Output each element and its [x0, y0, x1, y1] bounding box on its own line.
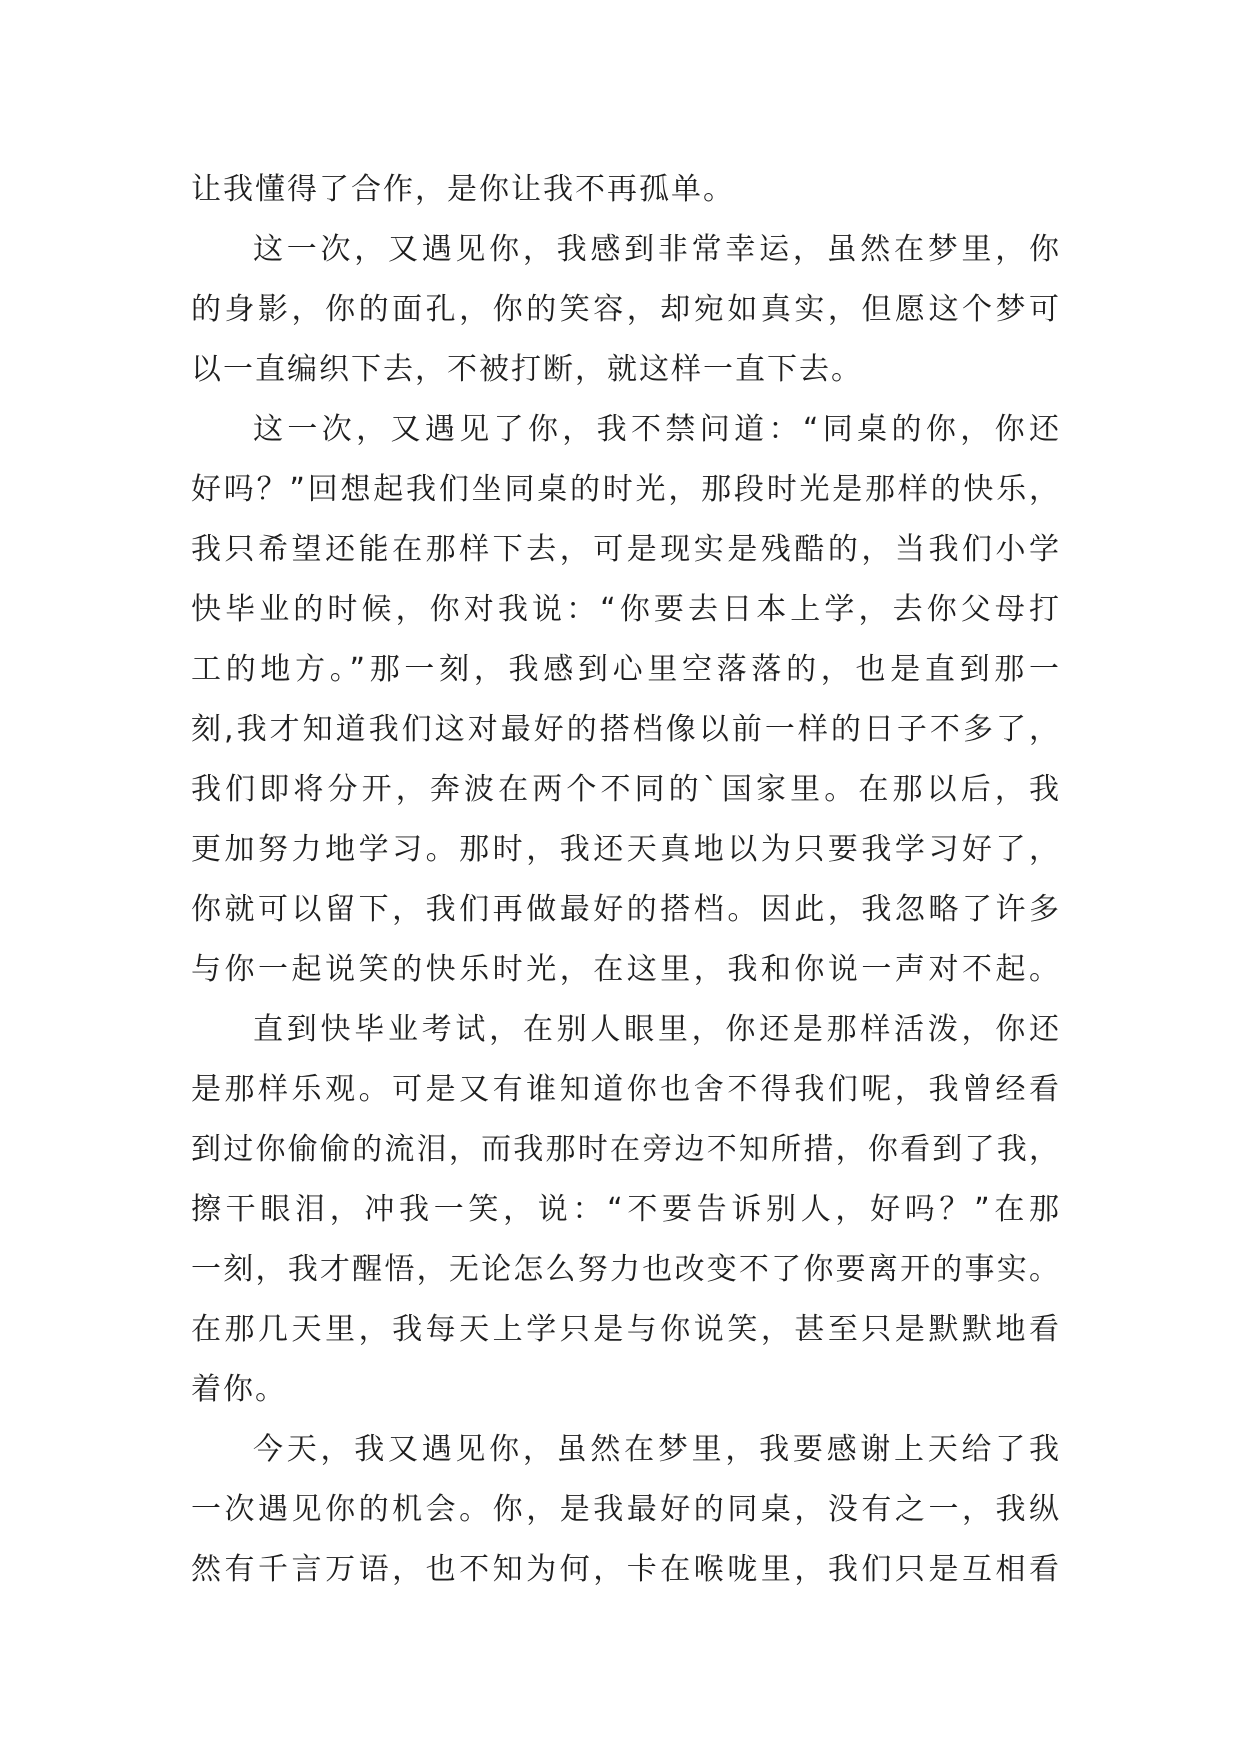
text-line: 在那几天里，我每天上学只是与你说笑，甚至只是默默地看: [191, 1312, 1061, 1347]
text-line: 着你。: [191, 1372, 287, 1407]
text-line: 然有千言万语，也不知为何，卡在喉咙里，我们只是互相看: [191, 1552, 1061, 1587]
text-line: 一次遇见你的机会。你，是我最好的同桌，没有之一，我纵: [191, 1492, 1061, 1527]
text-line: 一刻，我才醒悟，无论怎么努力也改变不了你要离开的事实。: [191, 1252, 1061, 1287]
text-line: 工的地方。”那一刻，我感到心里空落落的，也是直到那一: [191, 652, 1061, 687]
text-line: 更加努力地学习。那时，我还天真地以为只要我学习好了，: [191, 832, 1061, 867]
text-line: 直到快毕业考试，在别人眼里，你还是那样活泼，你还: [253, 1012, 1061, 1047]
text-line: 擦干眼泪，冲我一笑，说：“不要告诉别人，好吗？”在那: [191, 1192, 1061, 1227]
text-line: 以一直编织下去，不被打断，就这样一直下去。: [191, 352, 863, 387]
text-line: 快毕业的时候，你对我说：“你要去日本上学，去你父母打: [191, 592, 1061, 627]
text-line: 让我懂得了合作，是你让我不再孤单。: [191, 172, 735, 207]
text-line: 刻,我才知道我们这对最好的搭档像以前一样的日子不多了，: [191, 712, 1061, 747]
text-line: 我们即将分开，奔波在两个不同的`国家里。在那以后，我: [191, 772, 1061, 807]
text-line: 是那样乐观。可是又有谁知道你也舍不得我们呢，我曾经看: [191, 1072, 1061, 1107]
text-line: 与你一起说笑的快乐时光，在这里，我和你说一声对不起。: [191, 952, 1061, 987]
text-line: 的身影，你的面孔，你的笑容，却宛如真实，但愿这个梦可: [191, 292, 1061, 327]
text-line: 这一次，又遇见你，我感到非常幸运，虽然在梦里，你: [253, 232, 1061, 267]
text-line: 你就可以留下，我们再做最好的搭档。因此，我忽略了许多: [191, 892, 1061, 927]
text-line: 今天，我又遇见你，虽然在梦里，我要感谢上天给了我: [253, 1432, 1061, 1467]
text-line: 我只希望还能在那样下去，可是现实是残酷的，当我们小学: [191, 532, 1061, 567]
text-line: 好吗？”回想起我们坐同桌的时光，那段时光是那样的快乐，: [191, 472, 1061, 507]
document-body: [191, 160, 1061, 1600]
text-line: 到过你偷偷的流泪，而我那时在旁边不知所措，你看到了我，: [191, 1132, 1061, 1167]
text-line: 这一次，又遇见了你，我不禁问道：“同桌的你，你还: [253, 412, 1061, 447]
